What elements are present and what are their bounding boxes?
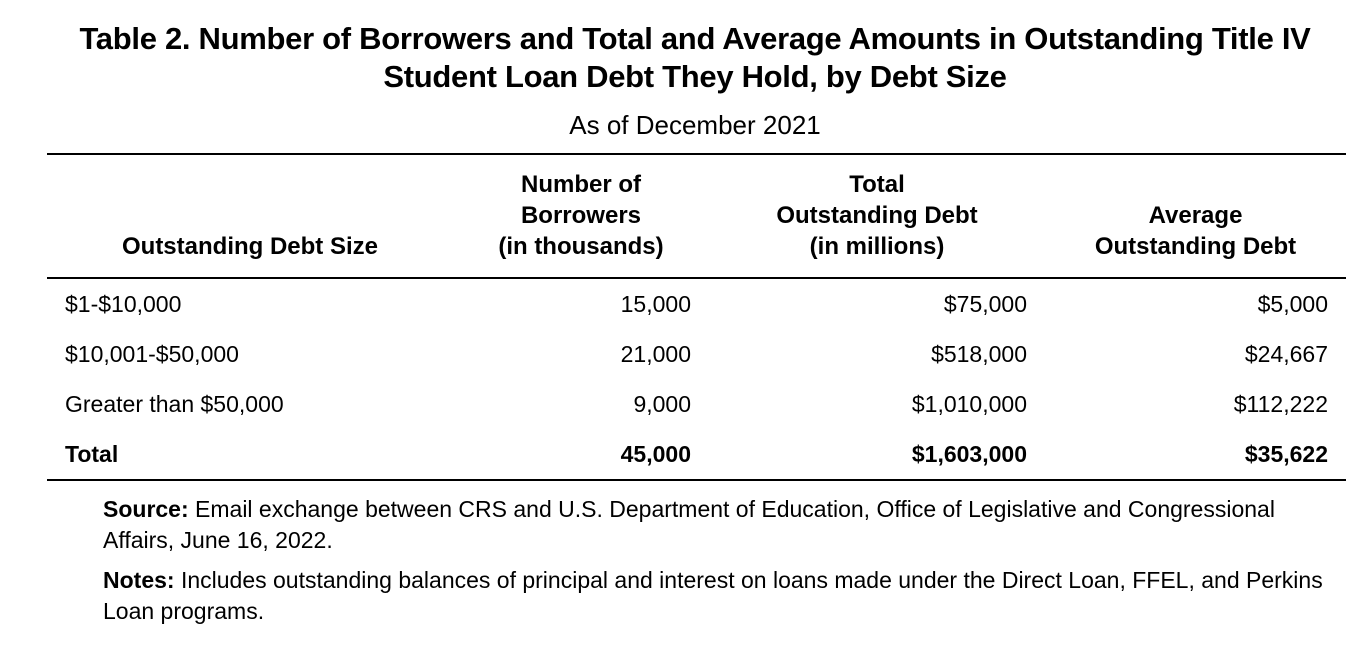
cell-borrowers: 21,000	[620, 340, 691, 367]
table-row	[47, 329, 1346, 379]
cell-average-debt: $5,000	[1257, 290, 1328, 317]
source-text: Email exchange between CRS and U.S. Department of Education, Office of Legislative and Congressional Affairs, June 16, 2022.	[103, 496, 1275, 553]
debt-table	[47, 153, 1346, 481]
table-title: Table 2. Number of Borrowers and Total and Average Amounts in Outstanding Title IV Student Loan Debt They Hold, by Debt Size	[79, 21, 1311, 94]
source-label: Source:	[103, 496, 189, 522]
cell-average-debt: $24,667	[1244, 340, 1328, 367]
table-header-row	[47, 154, 1346, 278]
cell-average-debt: $112,222	[1233, 390, 1328, 417]
cell-total-debt: $518,000	[931, 340, 1027, 367]
notes-label: Notes:	[103, 567, 175, 593]
notes-note	[103, 565, 1333, 627]
cell-total-debt: $1,010,000	[911, 390, 1027, 417]
source-note	[103, 494, 1333, 556]
cell-borrowers: 15,000	[620, 290, 691, 317]
cell-debt-size: $10,001-$50,000	[65, 340, 239, 367]
cell-borrowers: 9,000	[633, 390, 691, 417]
notes-text: Includes outstanding balances of principal and interest on loans made under the Direct Loan, FFEL, and Perkins Loan programs.	[103, 567, 1323, 624]
cell-debt-size: $1-$10,000	[65, 290, 182, 317]
table-row	[47, 379, 1346, 429]
table-row	[47, 278, 1346, 329]
table-subtitle: As of December 2021	[569, 110, 821, 140]
cell-total-average-debt: $35,622	[1244, 440, 1328, 467]
header-number-of-borrowers: Number of Borrowers (in thousands)	[498, 171, 664, 260]
header-debt-size: Outstanding Debt Size	[121, 233, 378, 260]
cell-debt-size: Greater than $50,000	[65, 390, 284, 417]
header-total-outstanding-debt: Total Outstanding Debt (in millions)	[776, 171, 978, 260]
cell-total-borrowers: 45,000	[620, 440, 691, 467]
header-average-outstanding-debt: Average Outstanding Debt	[1094, 202, 1297, 260]
table-row-total	[47, 429, 1346, 480]
cell-total-label: Total	[65, 440, 119, 467]
cell-total-debt: $75,000	[943, 290, 1027, 317]
cell-total-total-debt: $1,603,000	[911, 440, 1027, 467]
